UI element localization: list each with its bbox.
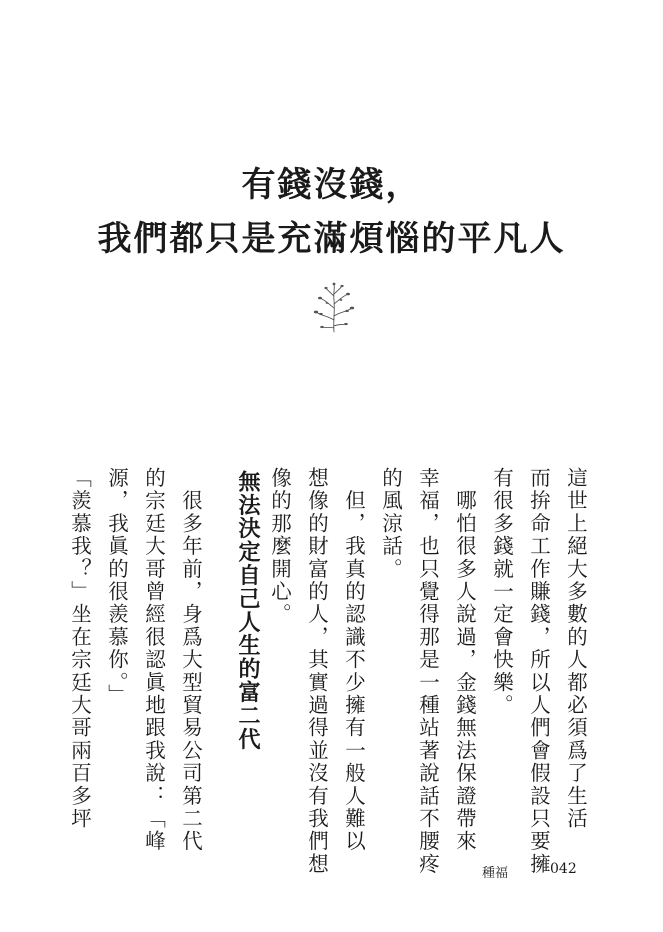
body-column-1: 這世上絕大多數的人都必須爲了生活 — [563, 467, 588, 831]
body-column-2: 而拚命工作賺錢，所以人們會假設只要擁 — [526, 467, 551, 876]
section-column-2: 的宗廷大哥曾經很認眞地跟我說：「峰 — [141, 467, 166, 853]
section-column-1: 很多年前，身爲大型貿易公司第二代 — [178, 467, 203, 853]
body-column-6: 的風涼話。 — [378, 467, 403, 581]
page-title-line-1: 有錢沒錢， — [241, 165, 422, 205]
page-title-line-2: 我們都只是充滿煩惱的平凡人 — [97, 219, 566, 259]
body-column-4: 哪怕很多人說過，金錢無法保證帶來 — [452, 467, 477, 853]
body-column-8: 想像的財富的人，其實過得並沒有我們想 — [304, 467, 329, 876]
body-column-7: 但，我真的認識不少擁有一般人難以 — [341, 467, 366, 853]
plant-sprig-icon — [308, 282, 360, 334]
section-column-4: 「羨慕我？」坐在宗廷大哥兩百多坪 — [67, 467, 92, 831]
section-column-3: 源，我眞的很羨慕你。」 — [104, 467, 129, 707]
body-column-9: 像的那麼開心。 — [267, 467, 292, 626]
section-heading: 無法決定自己人生的富二代 — [235, 470, 260, 751]
body-column-3: 有很多錢就一定會快樂。 — [489, 467, 514, 717]
footer-book-title: 種福 — [482, 866, 509, 881]
page-number: 042 — [550, 861, 577, 877]
body-column-5: 幸福，也只覺得那是一種站著說話不腰疼 — [415, 467, 440, 876]
